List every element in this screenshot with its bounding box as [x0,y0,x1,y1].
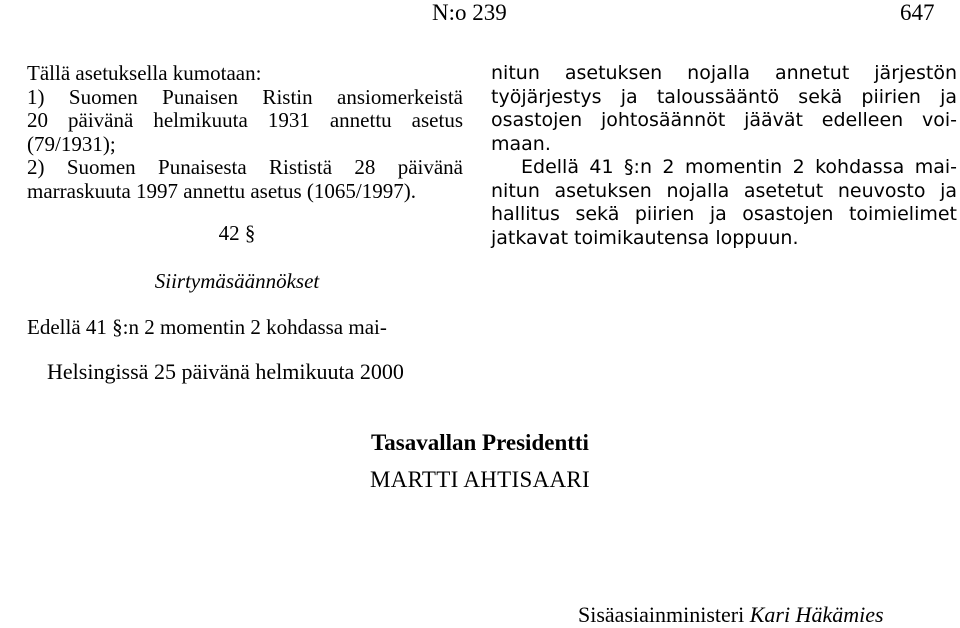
paragraph-line: 2) Suomen Punaisesta Rististä 28 päivänä [27,155,463,179]
issue-number: N:o 239 [432,0,507,25]
section-text-line: Edellä 41 §:n 2 momentin 2 kohdassa mai- [27,315,387,339]
paragraph-line: Edellä 41 §:n 2 momentin 2 kohdassa mai- [521,156,957,178]
paragraph-line: 20 päivänä helmikuuta 1931 annettu asetus [27,108,463,132]
left-column [27,62,463,203]
paragraph-line: nitun asetuksen nojalla asetetut neuvosto ja [491,179,957,202]
paragraph-line: jatkavat toimikautensa loppuun. [491,226,799,249]
right-column [491,62,957,250]
president-title: Tasavallan Presidentti [371,430,589,455]
paragraph-line: maan. [491,132,551,155]
paragraph-line: Tällä asetuksella kumotaan: [27,61,262,85]
paragraph-line: työjärjestys ja taloussääntö sekä piirien ja [491,85,957,108]
section-title: Siirtymäsäännökset [154,269,320,293]
minister-signature [578,602,884,628]
minister-title: Sisäasiainministeri [578,602,745,627]
minister-name: Kari Häkämies [749,602,884,627]
president-name: MARTTI AHTISAARI [370,467,590,492]
section-number: 42 § [218,221,256,245]
paragraph-line: marraskuuta 1997 annettu asetus (1065/1997). [27,178,416,203]
page-number: 647 [900,0,935,25]
paragraph-line: 1) Suomen Punaisen Ristin ansiomerkeistä [27,84,463,109]
place-date: Helsingissä 25 päivänä helmikuuta 2000 [47,359,404,384]
paragraph-line: hallitus sekä piirien ja osastojen toimielimet [491,203,957,225]
paragraph-line: (79/1931); [27,131,116,156]
paragraph-line: osastojen johtosäännöt jäävät edelleen voi- [491,109,957,131]
paragraph-line: nitun asetuksen nojalla annetut järjestön [491,62,957,84]
